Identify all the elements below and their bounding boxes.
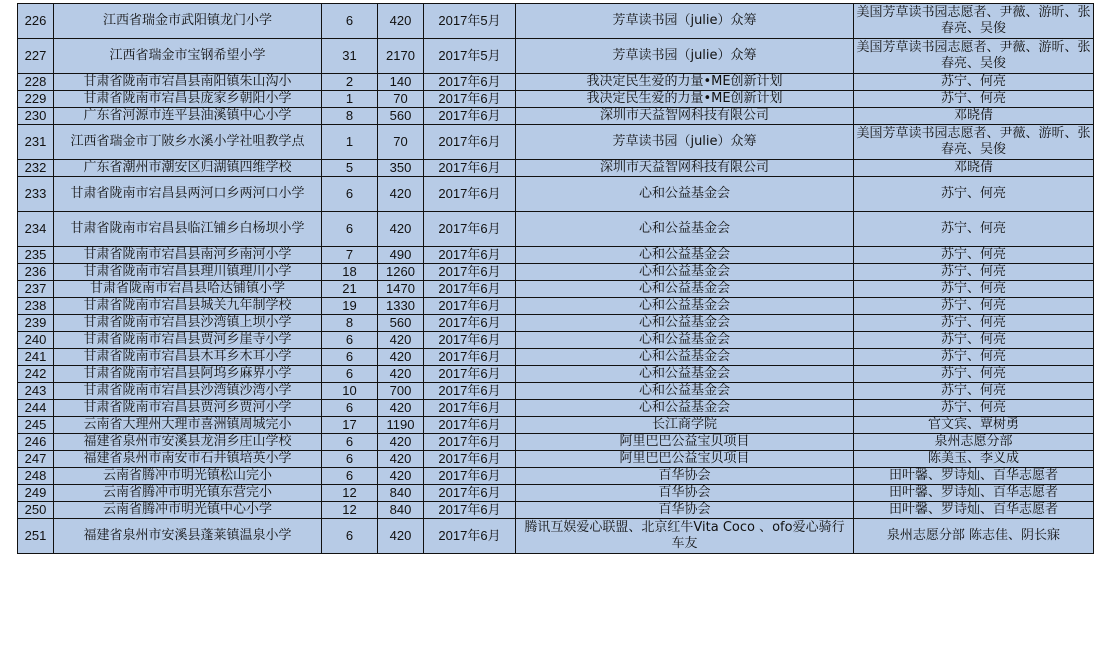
class-count-cell: 6 [322, 434, 378, 451]
school-name-cell: 甘肃省陇南市宕昌县哈达铺镇小学 [54, 281, 322, 298]
class-count-cell: 6 [322, 349, 378, 366]
date-cell: 2017年6月 [424, 519, 516, 554]
donor-cell: 芳草读书园（julie）众筹 [516, 4, 854, 39]
volunteer-cell: 泉州志愿分部 陈志佳、阴长寐 [854, 519, 1094, 554]
donor-cell: 心和公益基金会 [516, 212, 854, 247]
volunteer-cell: 苏宁、何亮 [854, 349, 1094, 366]
row-number: 231 [18, 125, 54, 160]
student-count-cell: 420 [378, 400, 424, 417]
class-count-cell: 10 [322, 383, 378, 400]
row-number: 248 [18, 468, 54, 485]
date-cell: 2017年5月 [424, 39, 516, 74]
school-name-cell: 云南省腾冲市明光镇中心小学 [54, 502, 322, 519]
student-count-cell: 840 [378, 502, 424, 519]
row-number: 239 [18, 315, 54, 332]
volunteer-cell: 苏宁、何亮 [854, 212, 1094, 247]
volunteer-cell: 美国芳草读书园志愿者、尹薇、游昕、张春亮、吴俊 [854, 4, 1094, 39]
date-cell: 2017年6月 [424, 332, 516, 349]
row-number: 227 [18, 39, 54, 74]
date-cell: 2017年6月 [424, 281, 516, 298]
class-count-cell: 7 [322, 247, 378, 264]
class-count-cell: 6 [322, 4, 378, 39]
school-name-cell: 甘肃省陇南市宕昌县两河口乡两河口小学 [54, 177, 322, 212]
row-number: 241 [18, 349, 54, 366]
volunteer-cell: 陈美玉、李义成 [854, 451, 1094, 468]
row-number: 249 [18, 485, 54, 502]
date-cell: 2017年5月 [424, 4, 516, 39]
class-count-cell: 6 [322, 332, 378, 349]
donor-cell: 心和公益基金会 [516, 298, 854, 315]
table-row [18, 366, 1094, 383]
class-count-cell: 31 [322, 39, 378, 74]
student-count-cell: 560 [378, 108, 424, 125]
school-name-cell: 广东省河源市连平县油溪镇中心小学 [54, 108, 322, 125]
student-count-cell: 700 [378, 383, 424, 400]
donor-cell: 心和公益基金会 [516, 247, 854, 264]
class-count-cell: 6 [322, 519, 378, 554]
donor-cell: 心和公益基金会 [516, 315, 854, 332]
student-count-cell: 420 [378, 212, 424, 247]
row-number: 245 [18, 417, 54, 434]
student-count-cell: 420 [378, 451, 424, 468]
school-name-cell: 江西省瑞金市丁陂乡水溪小学社咀教学点 [54, 125, 322, 160]
volunteer-cell: 苏宁、何亮 [854, 383, 1094, 400]
student-count-cell: 420 [378, 177, 424, 212]
class-count-cell: 6 [322, 366, 378, 383]
row-number: 242 [18, 366, 54, 383]
table-row [18, 468, 1094, 485]
student-count-cell: 350 [378, 160, 424, 177]
class-count-cell: 1 [322, 91, 378, 108]
class-count-cell: 19 [322, 298, 378, 315]
school-name-cell: 甘肃省陇南市宕昌县贾河乡贾河小学 [54, 400, 322, 417]
table-row [18, 383, 1094, 400]
school-name-cell: 福建省泉州市南安市石井镇培英小学 [54, 451, 322, 468]
donor-cell: 心和公益基金会 [516, 400, 854, 417]
date-cell: 2017年6月 [424, 417, 516, 434]
class-count-cell: 1 [322, 125, 378, 160]
student-count-cell: 420 [378, 434, 424, 451]
table-row [18, 125, 1094, 160]
donor-cell: 百华协会 [516, 468, 854, 485]
table-row [18, 4, 1094, 39]
school-name-cell: 甘肃省陇南市宕昌县临江铺乡白杨坝小学 [54, 212, 322, 247]
row-number: 251 [18, 519, 54, 554]
donor-cell: 百华协会 [516, 502, 854, 519]
volunteer-cell: 泉州志愿分部 [854, 434, 1094, 451]
school-name-cell: 甘肃省陇南市宕昌县城关九年制学校 [54, 298, 322, 315]
table-row [18, 264, 1094, 281]
row-number: 237 [18, 281, 54, 298]
date-cell: 2017年6月 [424, 434, 516, 451]
class-count-cell: 12 [322, 502, 378, 519]
student-count-cell: 490 [378, 247, 424, 264]
student-count-cell: 840 [378, 485, 424, 502]
donor-cell: 芳草读书园（julie）众筹 [516, 125, 854, 160]
class-count-cell: 12 [322, 485, 378, 502]
class-count-cell: 18 [322, 264, 378, 281]
table-row [18, 349, 1094, 366]
donor-cell: 心和公益基金会 [516, 366, 854, 383]
class-count-cell: 6 [322, 468, 378, 485]
date-cell: 2017年6月 [424, 502, 516, 519]
student-count-cell: 1330 [378, 298, 424, 315]
class-count-cell: 6 [322, 177, 378, 212]
table-row [18, 332, 1094, 349]
row-number: 238 [18, 298, 54, 315]
donor-cell: 我决定民生爱的力量•ME创新计划 [516, 91, 854, 108]
date-cell: 2017年6月 [424, 451, 516, 468]
student-count-cell: 70 [378, 125, 424, 160]
volunteer-cell: 官文宾、覃树勇 [854, 417, 1094, 434]
row-number: 230 [18, 108, 54, 125]
student-count-cell: 560 [378, 315, 424, 332]
donor-cell: 芳草读书园（julie）众筹 [516, 39, 854, 74]
date-cell: 2017年6月 [424, 485, 516, 502]
student-count-cell: 420 [378, 366, 424, 383]
date-cell: 2017年6月 [424, 177, 516, 212]
student-count-cell: 420 [378, 332, 424, 349]
table-row [18, 485, 1094, 502]
volunteer-cell: 邓晓倩 [854, 108, 1094, 125]
school-name-cell: 福建省泉州市安溪县龙涓乡庄山学校 [54, 434, 322, 451]
school-name-cell: 甘肃省陇南市宕昌县南阳镇朱山沟小 [54, 74, 322, 91]
table-row [18, 451, 1094, 468]
date-cell: 2017年6月 [424, 212, 516, 247]
date-cell: 2017年6月 [424, 108, 516, 125]
table-row [18, 39, 1094, 74]
table-row [18, 315, 1094, 332]
donor-cell: 心和公益基金会 [516, 332, 854, 349]
table-row [18, 91, 1094, 108]
donor-cell: 百华协会 [516, 485, 854, 502]
class-count-cell: 6 [322, 400, 378, 417]
donor-cell: 阿里巴巴公益宝贝项目 [516, 434, 854, 451]
school-name-cell: 云南省腾冲市明光镇东营完小 [54, 485, 322, 502]
row-number: 234 [18, 212, 54, 247]
school-name-cell: 甘肃省陇南市宕昌县庞家乡朝阳小学 [54, 91, 322, 108]
table-row [18, 417, 1094, 434]
date-cell: 2017年6月 [424, 160, 516, 177]
date-cell: 2017年6月 [424, 247, 516, 264]
student-count-cell: 420 [378, 468, 424, 485]
volunteer-cell: 苏宁、何亮 [854, 91, 1094, 108]
class-count-cell: 17 [322, 417, 378, 434]
volunteer-cell: 苏宁、何亮 [854, 332, 1094, 349]
donor-cell: 心和公益基金会 [516, 349, 854, 366]
school-name-cell: 云南省腾冲市明光镇松山完小 [54, 468, 322, 485]
table-row [18, 400, 1094, 417]
donor-cell: 心和公益基金会 [516, 383, 854, 400]
row-number: 250 [18, 502, 54, 519]
student-count-cell: 1190 [378, 417, 424, 434]
school-name-cell: 甘肃省陇南市宕昌县贾河乡崖寺小学 [54, 332, 322, 349]
volunteer-cell: 苏宁、何亮 [854, 177, 1094, 212]
date-cell: 2017年6月 [424, 125, 516, 160]
student-count-cell: 420 [378, 349, 424, 366]
donor-cell: 心和公益基金会 [516, 264, 854, 281]
student-count-cell: 1260 [378, 264, 424, 281]
donation-table [17, 3, 1094, 554]
date-cell: 2017年6月 [424, 366, 516, 383]
school-name-cell: 云南省大理州大理市喜洲镇周城完小 [54, 417, 322, 434]
table-row [18, 519, 1094, 554]
school-name-cell: 甘肃省陇南市宕昌县理川镇理川小学 [54, 264, 322, 281]
table-row [18, 177, 1094, 212]
volunteer-cell: 苏宁、何亮 [854, 281, 1094, 298]
donor-cell: 深圳市天益智网科技有限公司 [516, 108, 854, 125]
date-cell: 2017年6月 [424, 315, 516, 332]
school-name-cell: 甘肃省陇南市宕昌县南河乡南河小学 [54, 247, 322, 264]
donor-cell: 长江商学院 [516, 417, 854, 434]
volunteer-cell: 苏宁、何亮 [854, 74, 1094, 91]
volunteer-cell: 田叶馨、罗诗灿、百华志愿者 [854, 468, 1094, 485]
table-row [18, 281, 1094, 298]
school-name-cell: 广东省潮州市潮安区归湖镇四维学校 [54, 160, 322, 177]
donor-cell: 阿里巴巴公益宝贝项目 [516, 451, 854, 468]
date-cell: 2017年6月 [424, 264, 516, 281]
table-row [18, 298, 1094, 315]
row-number: 229 [18, 91, 54, 108]
table-row [18, 74, 1094, 91]
row-number: 236 [18, 264, 54, 281]
donor-cell: 心和公益基金会 [516, 177, 854, 212]
volunteer-cell: 田叶馨、罗诗灿、百华志愿者 [854, 502, 1094, 519]
class-count-cell: 8 [322, 108, 378, 125]
volunteer-cell: 田叶馨、罗诗灿、百华志愿者 [854, 485, 1094, 502]
volunteer-cell: 苏宁、何亮 [854, 247, 1094, 264]
volunteer-cell: 邓晓倩 [854, 160, 1094, 177]
row-number: 235 [18, 247, 54, 264]
student-count-cell: 70 [378, 91, 424, 108]
class-count-cell: 2 [322, 74, 378, 91]
row-number: 232 [18, 160, 54, 177]
table-row [18, 434, 1094, 451]
student-count-cell: 420 [378, 519, 424, 554]
volunteer-cell: 苏宁、何亮 [854, 400, 1094, 417]
row-number: 243 [18, 383, 54, 400]
class-count-cell: 6 [322, 451, 378, 468]
volunteer-cell: 苏宁、何亮 [854, 264, 1094, 281]
row-number: 226 [18, 4, 54, 39]
school-name-cell: 甘肃省陇南市宕昌县木耳乡木耳小学 [54, 349, 322, 366]
table-row [18, 108, 1094, 125]
row-number: 244 [18, 400, 54, 417]
date-cell: 2017年6月 [424, 298, 516, 315]
volunteer-cell: 苏宁、何亮 [854, 298, 1094, 315]
class-count-cell: 21 [322, 281, 378, 298]
school-name-cell: 江西省瑞金市武阳镇龙门小学 [54, 4, 322, 39]
table-row [18, 160, 1094, 177]
class-count-cell: 8 [322, 315, 378, 332]
date-cell: 2017年6月 [424, 383, 516, 400]
student-count-cell: 1470 [378, 281, 424, 298]
school-name-cell: 甘肃省陇南市宕昌县沙湾镇沙湾小学 [54, 383, 322, 400]
student-count-cell: 420 [378, 4, 424, 39]
volunteer-cell: 美国芳草读书园志愿者、尹薇、游昕、张春亮、吴俊 [854, 39, 1094, 74]
volunteer-cell: 苏宁、何亮 [854, 315, 1094, 332]
class-count-cell: 6 [322, 212, 378, 247]
table-row [18, 212, 1094, 247]
donor-cell: 心和公益基金会 [516, 281, 854, 298]
school-name-cell: 甘肃省陇南市宕昌县沙湾镇上坝小学 [54, 315, 322, 332]
row-number: 228 [18, 74, 54, 91]
student-count-cell: 140 [378, 74, 424, 91]
table-row [18, 502, 1094, 519]
school-name-cell: 江西省瑞金市宝钢希望小学 [54, 39, 322, 74]
date-cell: 2017年6月 [424, 400, 516, 417]
school-name-cell: 福建省泉州市安溪县蓬莱镇温泉小学 [54, 519, 322, 554]
volunteer-cell: 美国芳草读书园志愿者、尹薇、游昕、张春亮、吴俊 [854, 125, 1094, 160]
donor-cell: 腾讯互娱爱心联盟、北京红牛Vita Coco 、ofo爱心骑行车友 [516, 519, 854, 554]
table-row [18, 247, 1094, 264]
date-cell: 2017年6月 [424, 91, 516, 108]
donor-cell: 深圳市天益智网科技有限公司 [516, 160, 854, 177]
row-number: 240 [18, 332, 54, 349]
date-cell: 2017年6月 [424, 349, 516, 366]
donor-cell: 我决定民生爱的力量•ME创新计划 [516, 74, 854, 91]
volunteer-cell: 苏宁、何亮 [854, 366, 1094, 383]
row-number: 233 [18, 177, 54, 212]
student-count-cell: 2170 [378, 39, 424, 74]
row-number: 247 [18, 451, 54, 468]
date-cell: 2017年6月 [424, 74, 516, 91]
class-count-cell: 5 [322, 160, 378, 177]
school-name-cell: 甘肃省陇南市宕昌县阿坞乡麻界小学 [54, 366, 322, 383]
date-cell: 2017年6月 [424, 468, 516, 485]
row-number: 246 [18, 434, 54, 451]
